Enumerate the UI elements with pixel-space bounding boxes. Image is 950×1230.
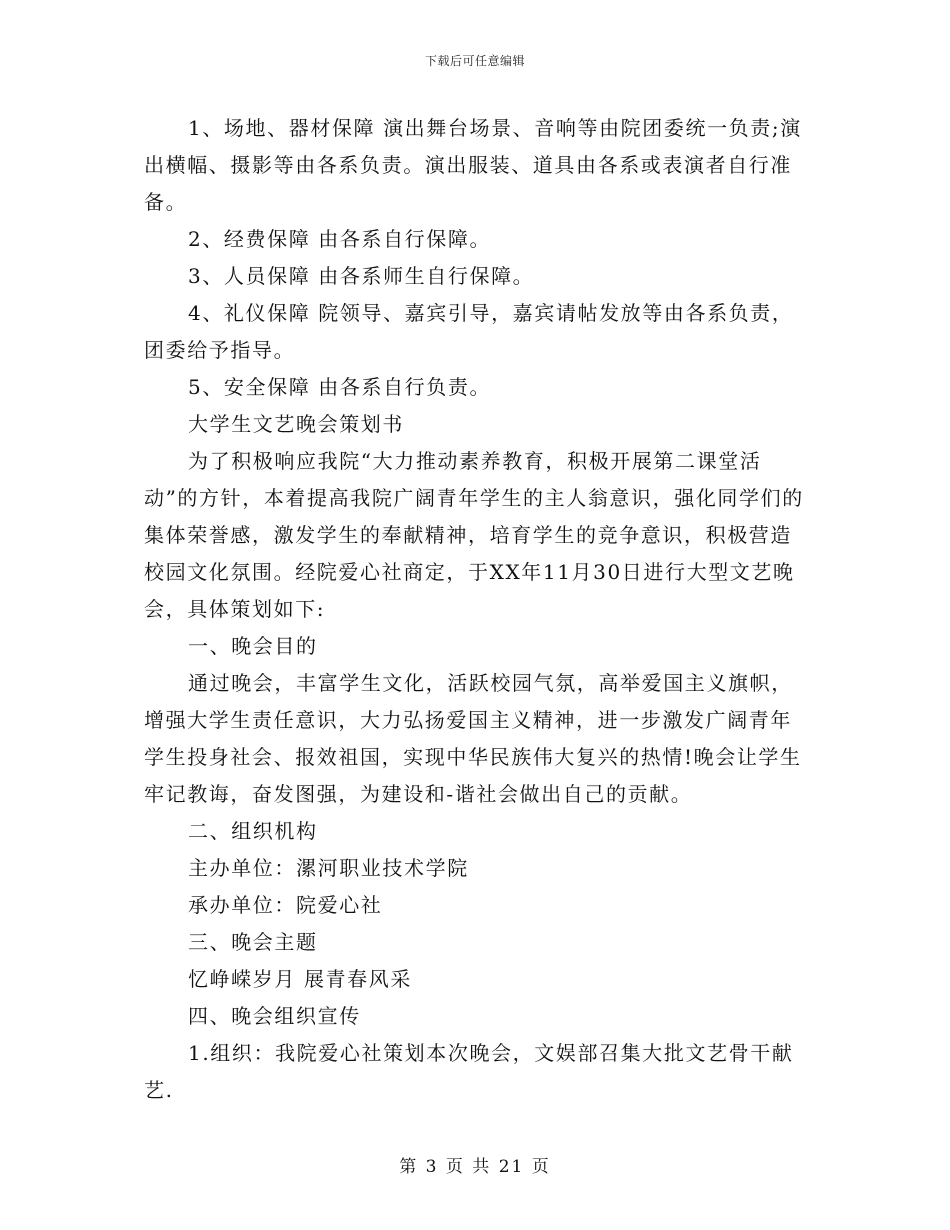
- paragraph-theme: 忆峥嵘岁月 展青春风采: [188, 967, 412, 991]
- paragraph-host: 主办单位：漯河职业技术学院: [188, 856, 469, 880]
- heading-purpose: 一、晚会目的: [188, 634, 318, 658]
- heading-organization: 二、组织机构: [188, 819, 318, 843]
- document-body: [144, 110, 808, 1109]
- heading-theme: 三、晚会主题: [188, 930, 318, 954]
- paragraph-etiquette: 4、礼仪保障 院领导、嘉宾引导，嘉宾请帖发放等由各系负责，团委给予指导。: [144, 301, 794, 362]
- paragraph-organize: 1.组织：我院爱心社策划本次晚会，文娱部召集大批文艺骨干献艺.: [144, 1041, 794, 1102]
- section-title-plan: 大学生文艺晚会策划书: [188, 412, 404, 436]
- page-footer: 第 3 页 共 21 页: [399, 1157, 551, 1177]
- page-header: 下载后可任意编辑: [424, 54, 525, 68]
- paragraph-funding: 2、经费保障 由各系自行保障。: [188, 227, 492, 251]
- heading-publicity: 四、晚会组织宣传: [188, 1004, 361, 1028]
- paragraph-personnel: 3、人员保障 由各系师生自行保障。: [188, 264, 535, 288]
- paragraph-intro: 为了积极响应我院“大力推动素养教育，积极开展第二课堂活动”的方针，本着提高我院广阔青年学生的主人翁意识，强化同学们的集体荣誉感，激发学生的奉献精神，培育学生的竞争意识，积极营造校园文化氛围。经院爱心社商定，于XX年11月30日进行大型文艺晚会，具体策划如下:: [144, 449, 804, 621]
- paragraph-safety: 5、安全保障 由各系自行负责。: [188, 375, 492, 399]
- paragraph-purpose: 通过晚会，丰富学生文化，活跃校园气氛，高举爱国主义旗帜，增强大学生责任意识，大力弘扬爱国主义精神，进一步激发广阔青年学生投身社会、报效祖国，实现中华民族伟大复兴的热情!晚会让学生牢记教诲，奋发图强，为建设和-谐社会做出自己的贡献。: [144, 671, 802, 806]
- paragraph-venue-equipment: 1、场地、器材保障 演出舞台场景、音响等由院团委统一负责;演出横幅、摄影等由各系负责。演出服装、道具由各系或表演者自行准备。: [144, 116, 802, 214]
- paragraph-organizer: 承办单位：院爱心社: [188, 893, 383, 917]
